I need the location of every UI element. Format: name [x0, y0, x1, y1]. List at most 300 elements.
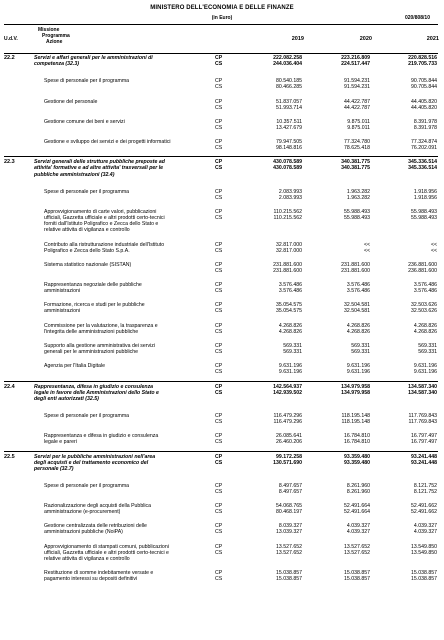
cs-amount: 9.631.196 — [278, 369, 302, 376]
cp-marker: CP — [215, 570, 223, 577]
cp-amount: 13.527.652 — [344, 543, 370, 550]
cp-amount: 4.268.826 — [413, 322, 437, 329]
cp-amount: 9.631.196 — [278, 363, 302, 370]
label-line: Supporto alla gestione amministrativa dei servizi — [44, 343, 156, 349]
cs-amount: 32.503.626 — [411, 308, 437, 315]
label-line: relative attivita di vigilanza e controllo — [44, 555, 130, 562]
cs-marker: CS — [215, 549, 223, 556]
amount-2021 — [375, 209, 437, 221]
cp-amount: 9.631.196 — [346, 363, 370, 370]
cp-marker: CP — [215, 139, 223, 146]
cs-marker: CS — [215, 247, 223, 254]
cs-amount: 32.504.581 — [344, 308, 370, 315]
cs-marker: CS — [215, 267, 223, 274]
cp-amount: 13.549.850 — [411, 543, 437, 550]
cs-amount: 35.054.575 — [276, 308, 302, 315]
program-title — [34, 454, 210, 472]
label-line: Agenzia per l'Italia Digitale — [44, 363, 105, 370]
cp-amount: 236.881.600 — [408, 261, 437, 268]
amount-2019 — [240, 343, 302, 355]
amount-2020 — [308, 323, 370, 335]
amount-2020 — [308, 483, 370, 495]
cs-amount: 15.038.857 — [276, 576, 302, 583]
cp-amount: 223.216.809 — [341, 55, 370, 61]
amount-2019 — [240, 139, 302, 151]
amount-2021 — [375, 483, 437, 495]
amount-2019 — [240, 413, 302, 425]
label-line: generali per le amministrazioni pubbliche — [44, 349, 139, 356]
cs-amount: 340.381.775 — [341, 165, 370, 172]
label-line: Approvvigionamento di stampati comuni, pubblicazioni — [44, 543, 169, 550]
cp-marker: CP — [215, 412, 223, 419]
cp-amount: 4.268.826 — [346, 322, 370, 329]
amount-2020 — [308, 55, 370, 67]
cp-marker: CP — [215, 302, 223, 309]
cs-marker: CS — [215, 288, 223, 295]
currency-unit: (in Euro) — [211, 15, 233, 21]
amount-2019 — [240, 523, 302, 535]
cs-amount: 142.939.502 — [273, 389, 302, 396]
amount-2020 — [308, 503, 370, 515]
amount-2019 — [240, 323, 302, 335]
cs-amount: 13.527.652 — [344, 549, 370, 556]
action-title — [44, 242, 212, 254]
cp-amount: 2.083.993 — [278, 188, 302, 195]
cs-marker: CS — [215, 104, 223, 111]
column-year-2021: 2021 — [426, 36, 439, 42]
amount-2019 — [240, 99, 302, 111]
label-line: Spese di personale per il programma — [44, 482, 130, 489]
cs-amount: 55.988.493 — [411, 215, 437, 222]
action-title — [44, 544, 212, 562]
cs-marker: CS — [215, 439, 223, 446]
cs-amount: 116.479.296 — [273, 418, 302, 425]
cs-marker: CS — [215, 165, 223, 172]
cs-amount: 52.491.662 — [411, 509, 437, 516]
action-title — [44, 413, 212, 419]
cp-amount: 93.241.448 — [411, 453, 437, 460]
cs-marker: CS — [215, 124, 223, 131]
label-line: Servizi per le pubbliche amministrazioni nell'area — [34, 453, 156, 460]
cp-amount: 569.331 — [283, 343, 302, 349]
cp-marker: CP — [215, 343, 223, 349]
cp-amount: 52.491.664 — [344, 503, 370, 510]
cp-cs-marker — [215, 209, 227, 221]
cp-marker: CP — [215, 78, 223, 85]
label-line: Spese di personale per il programma — [44, 78, 130, 85]
cp-amount: 54.068.765 — [276, 503, 302, 510]
label-line: Servizi e affari generali per le amministrazioni di — [34, 55, 153, 61]
cp-cs-marker — [215, 99, 227, 111]
cs-amount: 345.336.514 — [408, 165, 437, 172]
cs-amount: 1.918.956 — [413, 194, 437, 201]
label-line: Approvvigionamento di carte valori, pubblicazioni — [44, 209, 157, 215]
cs-amount: 55.988.493 — [344, 215, 370, 222]
cp-cs-marker — [215, 302, 227, 314]
amount-2020 — [308, 159, 370, 171]
program-title — [34, 159, 210, 177]
label-line: amministrazioni — [44, 288, 81, 295]
cp-cs-marker — [215, 570, 227, 582]
action-title — [44, 433, 212, 445]
cp-amount: 134.587.340 — [408, 383, 437, 390]
label-line: amministrazione (e-procurement) — [44, 509, 121, 516]
cp-amount: 91.594.231 — [344, 78, 370, 85]
cp-amount: 80.540.185 — [276, 78, 302, 85]
label-line: Razionalizzazione degli acquisti della Pubblica — [44, 503, 151, 510]
cp-cs-marker — [215, 483, 227, 495]
amount-2019 — [240, 242, 302, 254]
cs-amount: 9.631.196 — [413, 369, 437, 376]
column-missione-programma-azione — [38, 27, 70, 46]
amount-2019 — [240, 302, 302, 314]
cs-amount: 3.576.486 — [413, 288, 437, 295]
action-title — [44, 78, 212, 84]
action-title — [44, 119, 212, 125]
amount-2021 — [375, 262, 437, 274]
amount-2019 — [240, 483, 302, 495]
cs-amount: 16.784.810 — [344, 439, 370, 446]
action-title — [44, 189, 212, 195]
cs-marker: CS — [215, 509, 223, 516]
label-line: degli acquisti e del trattamento economico del — [34, 459, 149, 466]
cs-amount: 134.587.340 — [408, 389, 437, 396]
amount-2021 — [375, 363, 437, 375]
cs-amount: 93.241.448 — [411, 459, 437, 466]
label-line: Gestione e sviluppo dei servizi e dei progetti informatici — [44, 139, 171, 146]
amount-2019 — [240, 119, 302, 131]
cs-marker: CS — [215, 529, 223, 536]
cp-amount: 8.261.960 — [346, 482, 370, 489]
cp-cs-marker — [215, 343, 227, 355]
cp-cs-marker — [215, 323, 227, 335]
amount-2021 — [375, 139, 437, 151]
cp-cs-marker — [215, 384, 227, 396]
label-line: forniti dall'Istituto Poligrafico e Zecca dello Stato e — [44, 221, 159, 228]
column-programma: Programma — [42, 33, 70, 40]
cs-amount: 118.195.148 — [341, 418, 370, 425]
amount-2020 — [308, 242, 370, 254]
cs-marker: CS — [215, 576, 223, 583]
amount-2020 — [308, 343, 370, 355]
cs-amount: 13.039.327 — [276, 529, 302, 536]
label-line: Restituzione di somme indebitamente versate e — [44, 570, 154, 577]
label-line: Rappresentanza negoziale delle pubbliche — [44, 282, 142, 289]
label-line: pubbliche amministrazioni (32.4) — [34, 171, 115, 178]
amount-2020 — [308, 544, 370, 556]
cp-amount: 44.405.820 — [411, 98, 437, 105]
cs-amount: 8.497.657 — [278, 488, 302, 495]
cs-marker: CS — [215, 389, 223, 396]
label-line: Gestione centralizzata delle retribuzioni delle — [44, 523, 147, 530]
cp-cs-marker — [215, 503, 227, 515]
label-line: Spese di personale per il programma — [44, 188, 130, 195]
label-line: competenza (32.3) — [34, 61, 79, 68]
cs-amount: 91.594.231 — [344, 84, 370, 91]
label-line: Poligrafico e Zecca dello Stato S.p.A. — [44, 247, 130, 254]
amount-2021 — [375, 384, 437, 396]
cp-marker: CP — [215, 503, 223, 510]
cp-amount: 4.039.327 — [346, 523, 370, 530]
cs-amount: 44.422.787 — [344, 104, 370, 111]
cs-amount: 8.121.752 — [413, 488, 437, 495]
cs-amount: 13.549.850 — [411, 549, 437, 556]
label-line: amministrazioni — [44, 308, 81, 315]
cp-marker: CP — [215, 363, 223, 370]
amount-2020 — [308, 139, 370, 151]
label-line: Gestione comune dei beni e servizi — [44, 118, 125, 125]
cs-amount: 15.038.857 — [344, 576, 370, 583]
action-title — [44, 323, 212, 335]
cs-marker: CS — [215, 328, 223, 335]
cs-amount: 8.261.960 — [346, 488, 370, 495]
cs-amount: 98.148.816 — [276, 145, 302, 152]
cs-amount: 80.468.197 — [276, 509, 302, 516]
amount-2019 — [240, 55, 302, 67]
cp-amount: 77.324.780 — [344, 139, 370, 146]
amount-2021 — [375, 454, 437, 466]
cp-amount: 52.491.662 — [411, 503, 437, 510]
amount-2021 — [375, 99, 437, 111]
cp-amount: 569.331 — [351, 343, 370, 349]
cp-marker: CP — [215, 98, 223, 105]
cs-amount: << — [430, 247, 437, 254]
cs-amount: << — [363, 247, 370, 254]
cs-amount: 78.625.418 — [344, 145, 370, 152]
cp-amount: 3.576.486 — [413, 282, 437, 289]
amount-2019 — [240, 544, 302, 556]
amount-2020 — [308, 413, 370, 425]
cp-amount: 118.195.148 — [341, 412, 370, 419]
cp-amount: 340.381.775 — [341, 159, 370, 166]
column-uv: U.d.V. — [4, 36, 18, 42]
amount-2021 — [375, 78, 437, 90]
cs-amount: 8.391.978 — [413, 124, 437, 131]
amount-2021 — [375, 55, 437, 67]
cs-amount: 15.038.857 — [411, 576, 437, 583]
amount-2019 — [240, 282, 302, 294]
cp-cs-marker — [215, 78, 227, 90]
cp-amount: 10.357.511 — [276, 118, 302, 125]
column-year-2020: 2020 — [359, 36, 372, 42]
amount-2019 — [240, 384, 302, 396]
cp-cs-marker — [215, 454, 227, 466]
cp-amount: 134.979.958 — [341, 383, 370, 390]
cs-amount: 13.527.652 — [276, 549, 302, 556]
cs-amount: 52.491.664 — [344, 509, 370, 516]
cp-amount: 4.268.826 — [278, 322, 302, 329]
amount-2021 — [375, 433, 437, 445]
cp-amount: 26.085.641 — [276, 433, 302, 440]
cp-cs-marker — [215, 262, 227, 274]
program-separator — [4, 156, 438, 157]
cp-amount: 117.769.843 — [408, 412, 437, 419]
cp-marker: CP — [215, 159, 223, 166]
cp-amount: 55.988.493 — [411, 209, 437, 215]
cp-marker: CP — [215, 261, 223, 268]
cp-amount: 90.705.844 — [411, 78, 437, 85]
program-separator — [4, 451, 438, 452]
cp-marker: CP — [215, 118, 223, 125]
amount-2019 — [240, 454, 302, 466]
label-line: attivita' formative e ad altre attivita' trasversali per le — [34, 165, 164, 172]
cp-amount: 4.039.327 — [413, 523, 437, 530]
cp-cs-marker — [215, 363, 227, 375]
label-line: Rappresentanza, difesa in giudizio e consulenza — [34, 383, 154, 390]
amount-2020 — [308, 119, 370, 131]
cp-amount: 231.881.600 — [273, 261, 302, 268]
amount-2021 — [375, 544, 437, 556]
amount-2021 — [375, 189, 437, 201]
cp-amount: 9.875.011 — [347, 118, 370, 125]
amount-2019 — [240, 262, 302, 274]
cs-amount: 236.881.600 — [408, 267, 437, 274]
label-line: Servizi generali delle strutture pubbliche preposte ad — [34, 159, 165, 166]
cs-amount: 219.705.733 — [408, 61, 437, 68]
label-line: ufficiali, Gazzetta ufficiale e altri prodotti certo-tecnici — [44, 215, 165, 222]
amount-2020 — [308, 189, 370, 201]
cp-amount: 93.359.480 — [344, 453, 370, 460]
cs-amount: 26.460.206 — [276, 439, 302, 446]
cp-cs-marker — [215, 544, 227, 556]
cp-amount: 1.918.956 — [413, 188, 437, 195]
cp-amount: 32.504.581 — [344, 302, 370, 309]
cs-amount: 130.571.690 — [273, 459, 302, 466]
amount-2021 — [375, 413, 437, 425]
cs-amount: 16.797.497 — [411, 439, 437, 446]
cs-marker: CS — [215, 194, 223, 201]
cs-marker: CS — [215, 61, 223, 68]
cp-amount: 430.078.589 — [273, 159, 302, 166]
cs-amount: 1.963.282 — [346, 194, 370, 201]
amount-2019 — [240, 209, 302, 221]
uv-code: 22.4 — [4, 383, 15, 390]
cp-marker: CP — [215, 188, 223, 195]
cs-amount: 117.769.843 — [408, 418, 437, 425]
cp-amount: 1.963.282 — [346, 188, 370, 195]
cs-amount: 231.881.600 — [341, 267, 370, 274]
cp-amount: 32.817.000 — [276, 241, 302, 248]
amount-2020 — [308, 78, 370, 90]
cp-amount: 569.331 — [418, 343, 437, 349]
column-missione: Missione — [38, 27, 60, 33]
cp-marker: CP — [215, 543, 223, 550]
uv-code: 22.3 — [4, 159, 15, 166]
cs-amount: 76.202.091 — [411, 145, 437, 152]
cp-cs-marker — [215, 413, 227, 425]
cp-marker: CP — [215, 523, 223, 530]
cs-amount: 9.631.196 — [346, 369, 370, 376]
action-title — [44, 302, 212, 314]
amount-2020 — [308, 363, 370, 375]
cp-amount: 13.527.652 — [276, 543, 302, 550]
amount-2019 — [240, 503, 302, 515]
uv-code: 22.5 — [4, 453, 15, 460]
cp-amount: << — [430, 241, 437, 248]
cp-amount: 15.038.857 — [411, 570, 437, 577]
cp-cs-marker — [215, 139, 227, 151]
cp-amount: 222.082.258 — [273, 55, 302, 61]
action-title — [44, 483, 212, 489]
program-title — [34, 55, 210, 67]
action-title — [44, 282, 212, 294]
amount-2019 — [240, 78, 302, 90]
cp-marker: CP — [215, 241, 223, 248]
cs-amount: 244.036.404 — [273, 61, 302, 68]
cp-amount: 8.497.657 — [278, 482, 302, 489]
cp-marker: CP — [215, 482, 223, 489]
label-line: Rappresentanza e difesa in giudizio e consulenza — [44, 433, 159, 440]
amount-2021 — [375, 570, 437, 582]
cs-amount: 51.993.714 — [276, 104, 302, 111]
cp-cs-marker — [215, 159, 227, 171]
amount-2020 — [308, 433, 370, 445]
cs-amount: 3.576.486 — [346, 288, 370, 295]
cp-amount: 79.947.505 — [276, 139, 302, 146]
cp-amount: 3.576.486 — [278, 282, 302, 289]
label-line: pagamento interessi su depositi definitivi — [44, 576, 138, 583]
cp-amount: 3.576.486 — [346, 282, 370, 289]
label-line: relative attivita di vigilanza e controllo — [44, 227, 130, 234]
cp-marker: CP — [215, 383, 223, 390]
cp-amount: 51.837.057 — [276, 98, 302, 105]
cp-amount: 220.828.516 — [408, 55, 437, 61]
amount-2020 — [308, 302, 370, 314]
cp-amount: 231.881.600 — [341, 261, 370, 268]
cp-cs-marker — [215, 433, 227, 445]
amount-2021 — [375, 159, 437, 171]
cs-amount: 134.979.958 — [341, 389, 370, 396]
action-title — [44, 209, 212, 233]
amount-2021 — [375, 119, 437, 131]
cp-amount: 35.054.575 — [276, 302, 302, 309]
cs-amount: 569.331 — [283, 349, 302, 356]
cp-amount: 99.172.258 — [276, 453, 302, 460]
cp-amount: 142.564.937 — [273, 383, 302, 390]
action-title — [44, 262, 212, 268]
cp-amount: 16.797.497 — [411, 433, 437, 440]
cs-amount: 4.268.826 — [346, 328, 370, 335]
label-line: ufficiali, Gazzetta ufficiale e altri prodotti certo-tecnici e — [44, 549, 169, 556]
cs-amount: 4.039.327 — [413, 529, 437, 536]
cp-marker: CP — [215, 209, 223, 215]
cs-amount: 569.331 — [418, 349, 437, 356]
label-line: l'integrita delle amministrazioni pubbliche — [44, 328, 139, 335]
cs-amount: 3.576.486 — [278, 288, 302, 295]
cs-amount: 110.215.562 — [273, 215, 302, 222]
label-line: Contributo alla ristrutturazione industriale dell'Istituto — [44, 241, 165, 248]
label-line: amministrazioni pubbliche (NoiPA) — [44, 529, 123, 536]
action-title — [44, 570, 212, 582]
cp-amount: 9.631.196 — [413, 363, 437, 370]
cp-marker: CP — [215, 322, 223, 329]
amount-2021 — [375, 523, 437, 535]
column-year-2019: 2019 — [291, 36, 304, 42]
label-line: degli enti autorizzati (32.5) — [34, 395, 99, 402]
amount-2020 — [308, 262, 370, 274]
program-title — [34, 384, 210, 402]
amount-2019 — [240, 189, 302, 201]
action-title — [44, 363, 212, 369]
amount-2019 — [240, 570, 302, 582]
amount-2021 — [375, 503, 437, 515]
amount-2020 — [308, 209, 370, 221]
cp-cs-marker — [215, 242, 227, 254]
cs-amount: 4.039.327 — [346, 529, 370, 536]
cp-amount: 55.988.493 — [344, 209, 370, 215]
cs-marker: CS — [215, 418, 223, 425]
cs-amount: 231.881.600 — [273, 267, 302, 274]
